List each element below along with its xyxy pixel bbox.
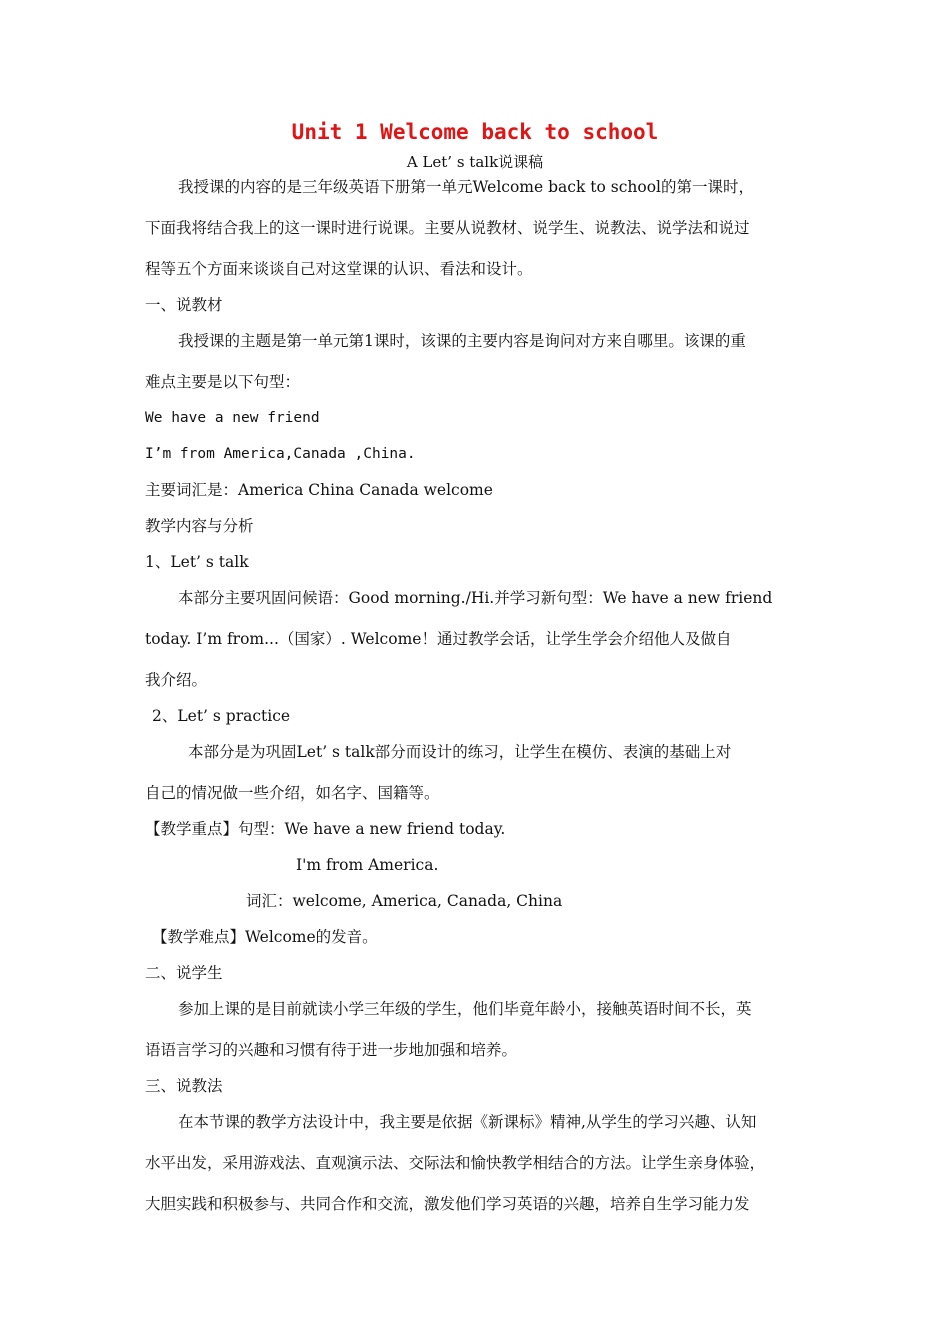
- section-3-heading: 三、说教法: [145, 1077, 223, 1095]
- lets-talk-para-line-3: 我介绍。: [145, 671, 208, 689]
- document-title: Unit 1 Welcome back to school: [291, 120, 659, 144]
- analysis-heading: 教学内容与分析: [145, 517, 254, 535]
- teaching-key-point: 【教学重点】句型：We have a new friend today.: [145, 820, 506, 838]
- lets-talk-para-line-2: today. I’m from...（国家）. Welcome！通过教学会话，让学生学会介绍他人及做自: [145, 630, 732, 648]
- section-2-para-line-1: 参加上课的是目前就读小学三年级的学生，他们毕竟年龄小，接触英语时间不长，英: [178, 1000, 752, 1018]
- section-2-heading: 二、说学生: [145, 964, 223, 982]
- key-vocabulary: 主要词汇是：America China Canada welcome: [145, 481, 493, 499]
- section-1-para-line-1: 我授课的主题是第一单元第1课时，该课的主要内容是询问对方来自哪里。该课的重: [178, 332, 746, 350]
- lets-practice-para-line-2: 自己的情况做一些介绍，如名字、国籍等。: [145, 784, 440, 802]
- section-1-heading: 一、说教材: [145, 296, 223, 314]
- intro-line-2: 下面我将结合我上的这一课时进行说课。主要从说教材、说学生、说教法、说学法和说过: [145, 219, 750, 237]
- teaching-key-vocabulary: 词汇：welcome, America, Canada, China: [246, 892, 563, 910]
- document-subtitle: A Let’ s talk说课稿: [406, 153, 544, 171]
- lets-practice-heading: 2、Let’ s practice: [152, 707, 291, 725]
- lets-practice-para-line-1: 本部分是为巩固Let’ s talk部分而设计的练习，让学生在模仿、表演的基础上对: [188, 743, 732, 761]
- intro-line-3: 程等五个方面来谈谈自己对这堂课的认识、看法和设计。: [145, 260, 533, 278]
- teaching-difficulty: 【教学难点】Welcome的发音。: [152, 928, 378, 946]
- section-3-para-line-3: 大胆实践和积极参与、共同合作和交流，激发他们学习英语的兴趣，培养自生学习能力发: [145, 1195, 750, 1213]
- section-3-para-line-2: 水平出发，采用游戏法、直观演示法、交际法和愉快教学相结合的方法。让学生亲身体验，: [145, 1154, 766, 1172]
- lets-talk-heading: 1、Let’ s talk: [145, 553, 249, 571]
- section-3-para-line-1: 在本节课的教学方法设计中，我主要是依据《新课标》精神,从学生的学习兴趣、认知: [178, 1113, 757, 1131]
- section-2-para-line-2: 语语言学习的兴趣和习惯有待于进一步地加强和培养。: [145, 1041, 518, 1059]
- section-1-para-line-2: 难点主要是以下句型：: [145, 373, 301, 391]
- teaching-key-point-line-2: I'm from America.: [296, 856, 439, 874]
- sentence-pattern-1: We have a new friend: [145, 410, 320, 426]
- intro-line-1: 我授课的内容的是三年级英语下册第一单元Welcome back to school的第一课时，: [178, 178, 754, 196]
- lets-talk-para-line-1: 本部分主要巩固问候语：Good morning./Hi.并学习新句型：We have a new friend: [178, 589, 773, 607]
- sentence-pattern-2: I’m from America,Canada ,China.: [145, 446, 416, 462]
